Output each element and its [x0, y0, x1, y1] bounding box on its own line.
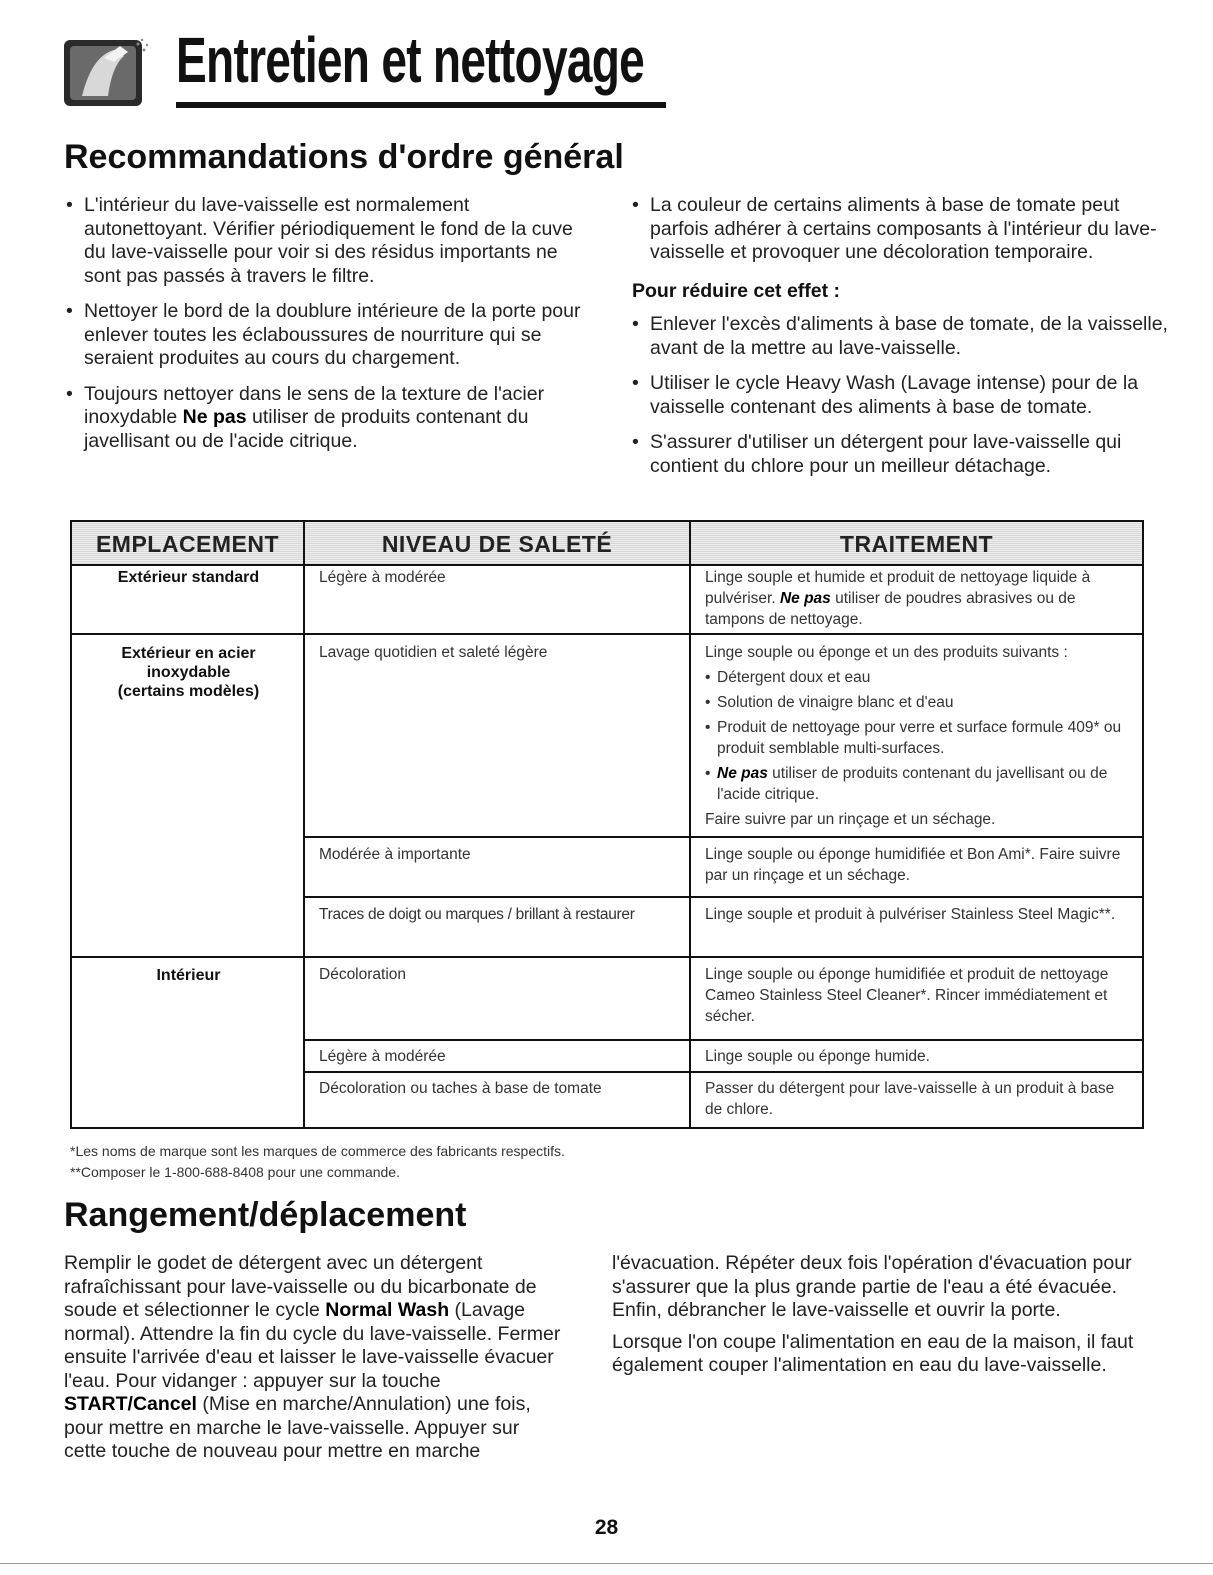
footnotes — [70, 1141, 565, 1183]
soil-level-cell: Traces de doigt ou marques / brillant à restaurer — [319, 906, 635, 923]
list-item: • La couleur de certains aliments à base de tomate peut parfois adhérer à certains composants à l'intérieur du lave-vaisselle et provoquer une décoloration temporaire. — [628, 194, 1168, 265]
soil-level-cell: Lavage quotidien et saleté légère — [319, 644, 548, 661]
table-divider — [305, 896, 1142, 898]
soil-level-cell: Légère à modérée — [319, 569, 446, 586]
footnote: **Composer le 1-800-688-8408 pour une commande. — [70, 1164, 400, 1180]
page-number: 28 — [594, 1516, 619, 1539]
section-heading-storage: Rangement/déplacement — [64, 1196, 467, 1234]
cleaning-spray-icon — [62, 36, 150, 108]
treatment-cell: Linge souple et produit à pulvériser Stainless Steel Magic**. — [705, 906, 1116, 923]
location-exterior-stainless: Extérieur en acier inoxydable (certains modèles) — [117, 645, 260, 700]
list-item: • Détergent doux et eau — [705, 667, 1135, 688]
list-item: • L'intérieur du lave-vaisselle est normalement autonettoyant. Vérifier périodiquement le fond de la cuve du lave-vaisselle pour voir si des résidus importants ne sont pas passés à travers le filtre. — [62, 194, 582, 288]
treatment-cell: Linge souple ou éponge humidifiée et produit de nettoyage Cameo Stainless Steel Cleaner*. Rincer immédiatement et sécher. — [705, 966, 1109, 1025]
cleaning-table — [70, 520, 1144, 1129]
list-item: • Produit de nettoyage pour verre et surface formule 409* ou produit semblable multi-surfaces. — [705, 717, 1135, 759]
table-divider — [72, 633, 1142, 635]
location-interior: Intérieur — [156, 967, 221, 984]
location-exterior-standard: Extérieur standard — [117, 569, 260, 586]
col-header-location: EMPLACEMENT — [72, 522, 305, 566]
list-item: • Nettoyer le bord de la doublure intérieure de la porte pour enlever toutes les éclaboussures de nourriture qui se seraient produites au cours du chargement. — [62, 300, 582, 371]
list-item: • Enlever l'excès d'aliments à base de tomate, de la vaisselle, avant de la mettre au lave-vaisselle. — [628, 313, 1168, 360]
list-item: • S'assurer d'utiliser un détergent pour lave-vaisselle qui contient du chlore pour un meilleur détachage. — [628, 431, 1168, 478]
soil-level-cell: Décoloration ou taches à base de tomate — [319, 1080, 602, 1097]
table-divider — [305, 836, 1142, 838]
storage-left-column — [64, 1252, 564, 1472]
table-divider — [305, 1071, 1142, 1073]
footnote: *Les noms de marque sont les marques de commerce des fabricants respectifs. — [70, 1143, 565, 1159]
treatment-cell: Linge souple et humide et produit de nettoyage liquide à pulvériser. Ne pas utiliser de poudres abrasives ou de tampons de nettoyage. — [705, 569, 1091, 628]
general-right-list — [628, 313, 1168, 490]
table-divider — [72, 564, 1142, 566]
treatment-cell: Passer du détergent pour lave-vaisselle à un produit à base de chlore. — [705, 1080, 1115, 1118]
list-item: • Toujours nettoyer dans le sens de la texture de l'acier inoxydable Ne pas utiliser de produits contenant du javellisant ou de l'acide citrique. — [62, 383, 582, 454]
general-left-list — [62, 194, 582, 465]
col-header-treatment: TRAITEMENT — [691, 522, 1142, 566]
list-item: • Ne pas utiliser de produits contenant du javellisant ou de l'acide citrique. — [705, 763, 1135, 805]
paragraph: Lorsque l'on coupe l'alimentation en eau de la maison, il faut également couper l'alimentation en eau du lave-vaisselle. — [612, 1330, 1134, 1376]
storage-right-column — [612, 1252, 1142, 1386]
list-item: • Utiliser le cycle Heavy Wash (Lavage intense) pour de la vaisselle contenant des aliments à base de tomate. — [628, 372, 1168, 419]
table-divider — [689, 564, 691, 1127]
paragraph: l'évacuation. Répéter deux fois l'opération d'évacuation pour s'assurer que la plus grande partie de l'eau a été évacuée. Enfin, débrancher le lave-vaisselle et ouvrir la porte. — [612, 1252, 1132, 1321]
title-underline — [176, 102, 666, 108]
section-heading-general: Recommandations d'ordre général — [64, 138, 624, 176]
soil-level-cell: Légère à modérée — [319, 1048, 446, 1065]
page-title: Entretien et nettoyage — [176, 24, 645, 96]
table-divider — [305, 1039, 1142, 1041]
list-item: • Solution de vinaigre blanc et d'eau — [705, 692, 1135, 713]
soil-level-cell: Modérée à importante — [319, 846, 471, 863]
paragraph: Remplir le godet de détergent avec un détergent rafraîchissant pour lave-vaisselle ou du bicarbonate de soude et sélectionner le cycle Normal Wash (Lavage normal). Attendre la fin du cycle du lave-vaisselle. Fermer ensuite l'arrivée d'eau et laisser le lave-vaisselle évacuer l'eau. Pour vidanger : appuyer sur la touche START/Cancel (Mise en marche/Annulation) une fois, pour mettre en marche le lave-vaisselle. Appuyer sur cette touche de nouveau pour mettre en marche — [64, 1252, 561, 1462]
bottom-rule — [0, 1563, 1213, 1564]
soil-level-cell: Décoloration — [319, 966, 407, 983]
treatment-cell: Linge souple ou éponge humide. — [705, 1048, 930, 1065]
col-header-soil-level: NIVEAU DE SALETÉ — [305, 522, 691, 566]
general-right-intro — [628, 194, 1168, 277]
reduce-effect-label: Pour réduire cet effet : — [632, 280, 841, 302]
table-divider — [72, 956, 1142, 958]
treatment-cell: Linge souple ou éponge et un des produits suivants : • Détergent doux et eau • Solution de vinaigre blanc et d'eau • Produit de nettoyage pour verre et surface formule 409* ou produit semblable multi-surfaces. • Ne pas utiliser de produits contenant du javellisant ou de l'acide citrique. Faire suivre par un rinçage et un séchage. — [705, 642, 1135, 830]
treatment-cell: Linge souple ou éponge humidifiée et Bon Ami*. Faire suivre par un rinçage et un séchage. — [705, 846, 1121, 884]
